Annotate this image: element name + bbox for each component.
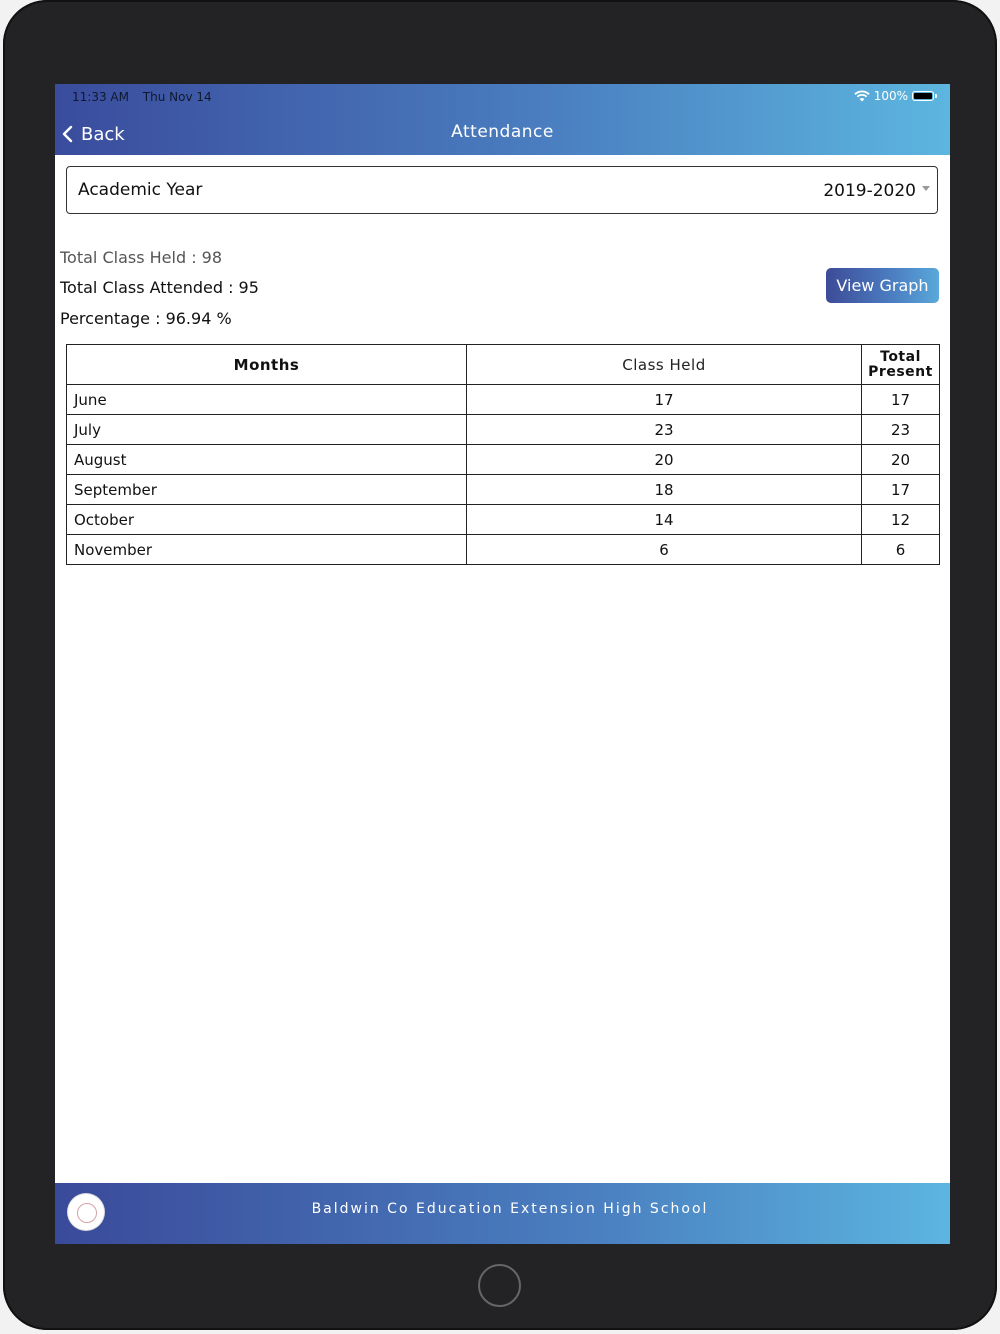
cell-month: August — [67, 445, 467, 475]
cell-class-held: 17 — [467, 385, 862, 415]
academic-year-dropdown[interactable] — [66, 166, 938, 214]
battery-icon — [912, 91, 934, 101]
cell-month: September — [67, 475, 467, 505]
table-row — [67, 385, 940, 415]
cell-total-present: 17 — [862, 475, 940, 505]
table-header-row — [67, 345, 940, 385]
cell-class-held: 20 — [467, 445, 862, 475]
header-class-held: Class Held — [467, 345, 862, 385]
header-total-present-line1: Total — [880, 348, 921, 365]
top-navigation-bar — [55, 84, 950, 155]
cell-total-present: 12 — [862, 505, 940, 535]
footer-bar — [55, 1183, 950, 1244]
attendance-percentage: Percentage : 96.94 % — [60, 309, 232, 328]
attendance-table — [66, 344, 940, 565]
header-months: Months — [67, 345, 467, 385]
cell-class-held: 23 — [467, 415, 862, 445]
header-total-present-line2: Present — [868, 363, 933, 380]
wifi-icon — [854, 90, 870, 102]
page-title: Attendance — [451, 122, 554, 142]
tablet-frame — [3, 0, 997, 1330]
table-row — [67, 505, 940, 535]
battery-percentage: 100% — [873, 89, 908, 103]
cell-month: October — [67, 505, 467, 535]
view-graph-button[interactable]: View Graph — [826, 268, 939, 303]
status-bar-right — [854, 89, 934, 103]
status-bar-left — [72, 90, 222, 104]
table-row — [67, 415, 940, 445]
cell-class-held: 18 — [467, 475, 862, 505]
status-date: Thu Nov 14 — [142, 90, 212, 104]
back-label: Back — [81, 123, 125, 145]
cell-month: July — [67, 415, 467, 445]
cell-total-present: 17 — [862, 385, 940, 415]
academic-year-label: Academic Year — [78, 180, 203, 200]
cell-month: November — [67, 535, 467, 565]
academic-year-value: 2019-2020 — [823, 181, 916, 201]
status-time: 11:33 AM — [72, 90, 129, 104]
caret-down-icon — [922, 186, 930, 191]
school-name: Baldwin Co Education Extension High School — [311, 1201, 709, 1217]
cell-month: June — [67, 385, 467, 415]
cell-total-present: 20 — [862, 445, 940, 475]
cell-class-held: 14 — [467, 505, 862, 535]
total-class-held: Total Class Held : 98 — [60, 248, 223, 267]
cell-total-present: 6 — [862, 535, 940, 565]
table-row — [67, 535, 940, 565]
cell-total-present: 23 — [862, 415, 940, 445]
header-total-present — [862, 345, 940, 385]
app-screen — [55, 84, 950, 1244]
table-row — [67, 445, 940, 475]
cell-class-held: 6 — [467, 535, 862, 565]
total-class-attended: Total Class Attended : 95 — [60, 278, 259, 297]
home-button[interactable] — [478, 1264, 521, 1307]
table-row — [67, 475, 940, 505]
